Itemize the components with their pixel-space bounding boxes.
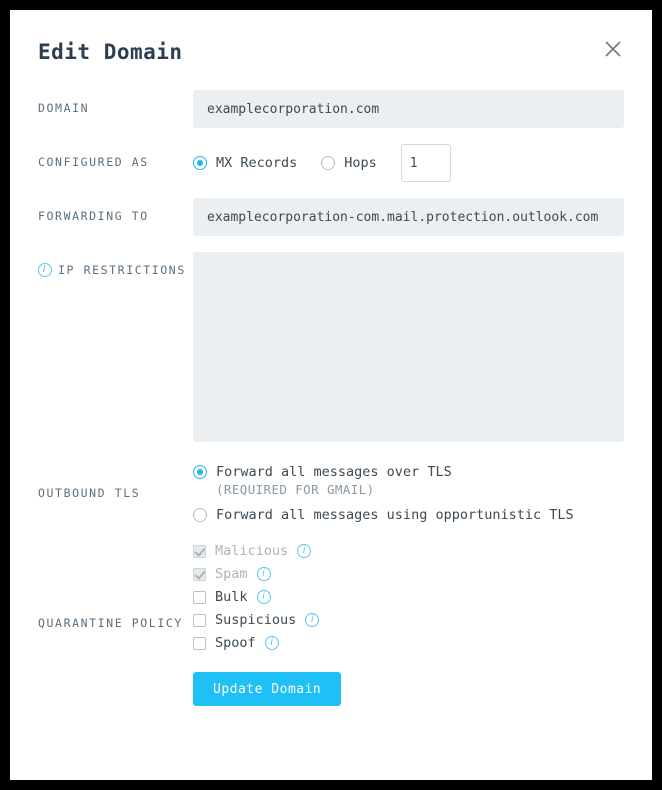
label-ip-restrictions (38, 252, 193, 278)
radio-tls-opportunistic-label: Forward all messages using opportunistic TLS (216, 507, 574, 523)
info-icon-spoof[interactable]: i (265, 636, 279, 650)
field-row-forwarding-to (38, 198, 624, 236)
control-quarantine-policy (193, 541, 624, 706)
radio-hops[interactable] (321, 155, 377, 171)
label-configured-as: CONFIGURED AS (38, 155, 149, 169)
update-domain-button[interactable]: Update Domain (193, 672, 341, 706)
radio-tls-required-indicator[interactable] (193, 465, 207, 479)
page-title: Edit Domain (38, 40, 183, 64)
list-item[interactable] (193, 543, 624, 559)
checkbox-spam-label: Spam (215, 566, 248, 582)
field-row-quarantine-policy (38, 541, 624, 706)
info-icon-ip-restrictions[interactable]: I (38, 263, 52, 277)
radio-tls-opportunistic[interactable] (193, 507, 624, 523)
close-icon[interactable] (602, 38, 624, 60)
checkbox-spam (193, 568, 206, 581)
list-item[interactable] (193, 612, 624, 628)
forwarding-to-input[interactable] (193, 198, 624, 236)
checkbox-bulk[interactable] (193, 591, 206, 604)
control-ip-restrictions (193, 252, 624, 446)
info-icon-suspicious[interactable]: i (305, 613, 319, 627)
outbound-tls-note: (REQUIRED FOR GMAIL) (216, 482, 375, 497)
list-item[interactable] (193, 635, 624, 651)
checkbox-spoof[interactable] (193, 637, 206, 650)
radio-tls-opportunistic-indicator[interactable] (193, 508, 207, 522)
control-configured-as (193, 144, 624, 182)
list-item[interactable] (193, 589, 624, 605)
edit-domain-form (10, 64, 652, 706)
label-domain: DOMAIN (38, 101, 90, 115)
label-ip-restrictions-text: IP RESTRICTIONS (58, 263, 186, 277)
control-outbound-tls (193, 462, 624, 525)
list-item[interactable] (193, 566, 624, 582)
radio-mx-records-label: MX Records (216, 155, 298, 171)
domain-input[interactable] (193, 90, 624, 128)
info-icon-spam[interactable]: i (257, 567, 271, 581)
checkbox-bulk-label: Bulk (215, 589, 248, 605)
radio-hops-indicator[interactable] (321, 156, 335, 170)
checkbox-malicious-label: Malicious (215, 543, 289, 559)
checkbox-suspicious-label: Suspicious (215, 612, 297, 628)
label-outbound-tls: OUTBOUND TLS (38, 486, 141, 501)
label-forwarding-to: FORWARDING TO (38, 209, 149, 223)
hops-input[interactable] (401, 144, 451, 182)
control-domain (193, 90, 624, 128)
field-row-outbound-tls (38, 462, 624, 525)
info-icon-malicious[interactable]: i (297, 544, 311, 558)
radio-tls-required[interactable] (193, 464, 624, 480)
control-forwarding-to (193, 198, 624, 236)
dialog-header (10, 10, 652, 64)
ip-restrictions-textarea[interactable] (193, 252, 624, 442)
radio-hops-label: Hops (344, 155, 377, 171)
field-row-domain (38, 90, 624, 128)
label-quarantine-policy: QUARANTINE POLICY (38, 616, 183, 631)
radio-tls-required-label: Forward all messages over TLS (216, 464, 452, 480)
field-row-ip-restrictions (38, 252, 624, 446)
radio-mx-records[interactable] (193, 155, 297, 171)
edit-domain-dialog (10, 10, 652, 780)
checkbox-malicious (193, 545, 206, 558)
info-icon-bulk[interactable]: i (257, 590, 271, 604)
radio-mx-records-indicator[interactable] (193, 156, 207, 170)
checkbox-spoof-label: Spoof (215, 635, 256, 651)
checkbox-suspicious[interactable] (193, 614, 206, 627)
field-row-configured-as (38, 144, 624, 182)
